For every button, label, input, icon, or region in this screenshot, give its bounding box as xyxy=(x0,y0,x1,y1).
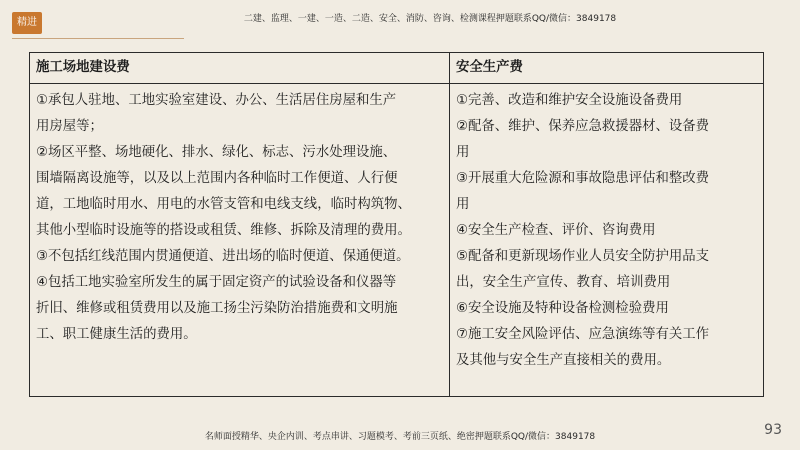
text-line: 折旧、维修或租赁费用以及施工扬尘污染防治措施费和文明施 xyxy=(36,301,398,316)
header-contact-text: 二建、监理、一建、一造、二造、安全、消防、咨询、检测课程押题联系QQ/微信：3849178 xyxy=(243,14,617,24)
text-line: ②场区平整、场地硬化、排水、绿化、标志、污水处理设施、 xyxy=(36,145,397,160)
text-line: ⑤配备和更新现场作业人员安全防护用品支 xyxy=(456,249,710,264)
text-line: 道，工地临时用水、用电的水管支管和电线支线，临时构筑物、 xyxy=(36,197,411,212)
header-divider xyxy=(12,38,184,39)
text-line: 用 xyxy=(456,145,470,160)
fee-comparison-table xyxy=(29,52,764,397)
col1-header: 施工场地建设费 xyxy=(30,53,450,84)
text-line: 工、职工健康生活的费用。 xyxy=(36,327,197,342)
text-line: 及其他与安全生产直接相关的费用。 xyxy=(456,353,671,368)
text-line: 其他小型临时设施等的搭设或租赁、维修、拆除及清理的费用。 xyxy=(36,223,411,238)
brand-logo: 精进 xyxy=(12,12,42,34)
safety-production-fee-cell xyxy=(450,84,764,397)
text-line: ④安全生产检查、评价、咨询费用 xyxy=(456,223,656,238)
text-line: ①完善、改造和维护安全设施设备费用 xyxy=(456,93,683,108)
col2-header: 安全生产费 xyxy=(450,53,764,84)
text-line: 用房屋等； xyxy=(36,119,103,134)
site-construction-fee-cell xyxy=(30,84,450,397)
text-line: 出，安全生产宣传、教育、培训费用 xyxy=(456,275,671,290)
text-line: ③开展重大危险源和事故隐患评估和整改费 xyxy=(456,171,710,186)
text-line: 用 xyxy=(456,197,470,212)
text-line: ③不包括红线范围内贯通便道、进出场的临时便道、保通便道。 xyxy=(36,249,410,264)
table-body-row xyxy=(30,84,764,397)
text-line: ⑥安全设施及特种设备检测检验费用 xyxy=(456,301,669,316)
text-line: 围墙隔离设施等，以及以上范围内各种临时工作便道、人行便 xyxy=(36,171,398,186)
text-line: ②配备、维护、保养应急救援器材、设备费 xyxy=(456,119,710,134)
text-line: ①承包人驻地、工地实验室建设、办公、生活居住房屋和生产 xyxy=(36,93,397,108)
table-header-row xyxy=(30,53,764,84)
text-line: ④包括工地实验室所发生的属于固定资产的试验设备和仪器等 xyxy=(36,275,397,290)
page-number: 93 xyxy=(764,422,782,438)
text-line: ⑦施工安全风险评估、应急演练等有关工作 xyxy=(456,327,710,342)
footer-contact-text: 名师面授精华、央企内训、考点串讲、习题模考、考前三页纸、绝密押题联系QQ/微信：3849178 xyxy=(204,432,596,442)
